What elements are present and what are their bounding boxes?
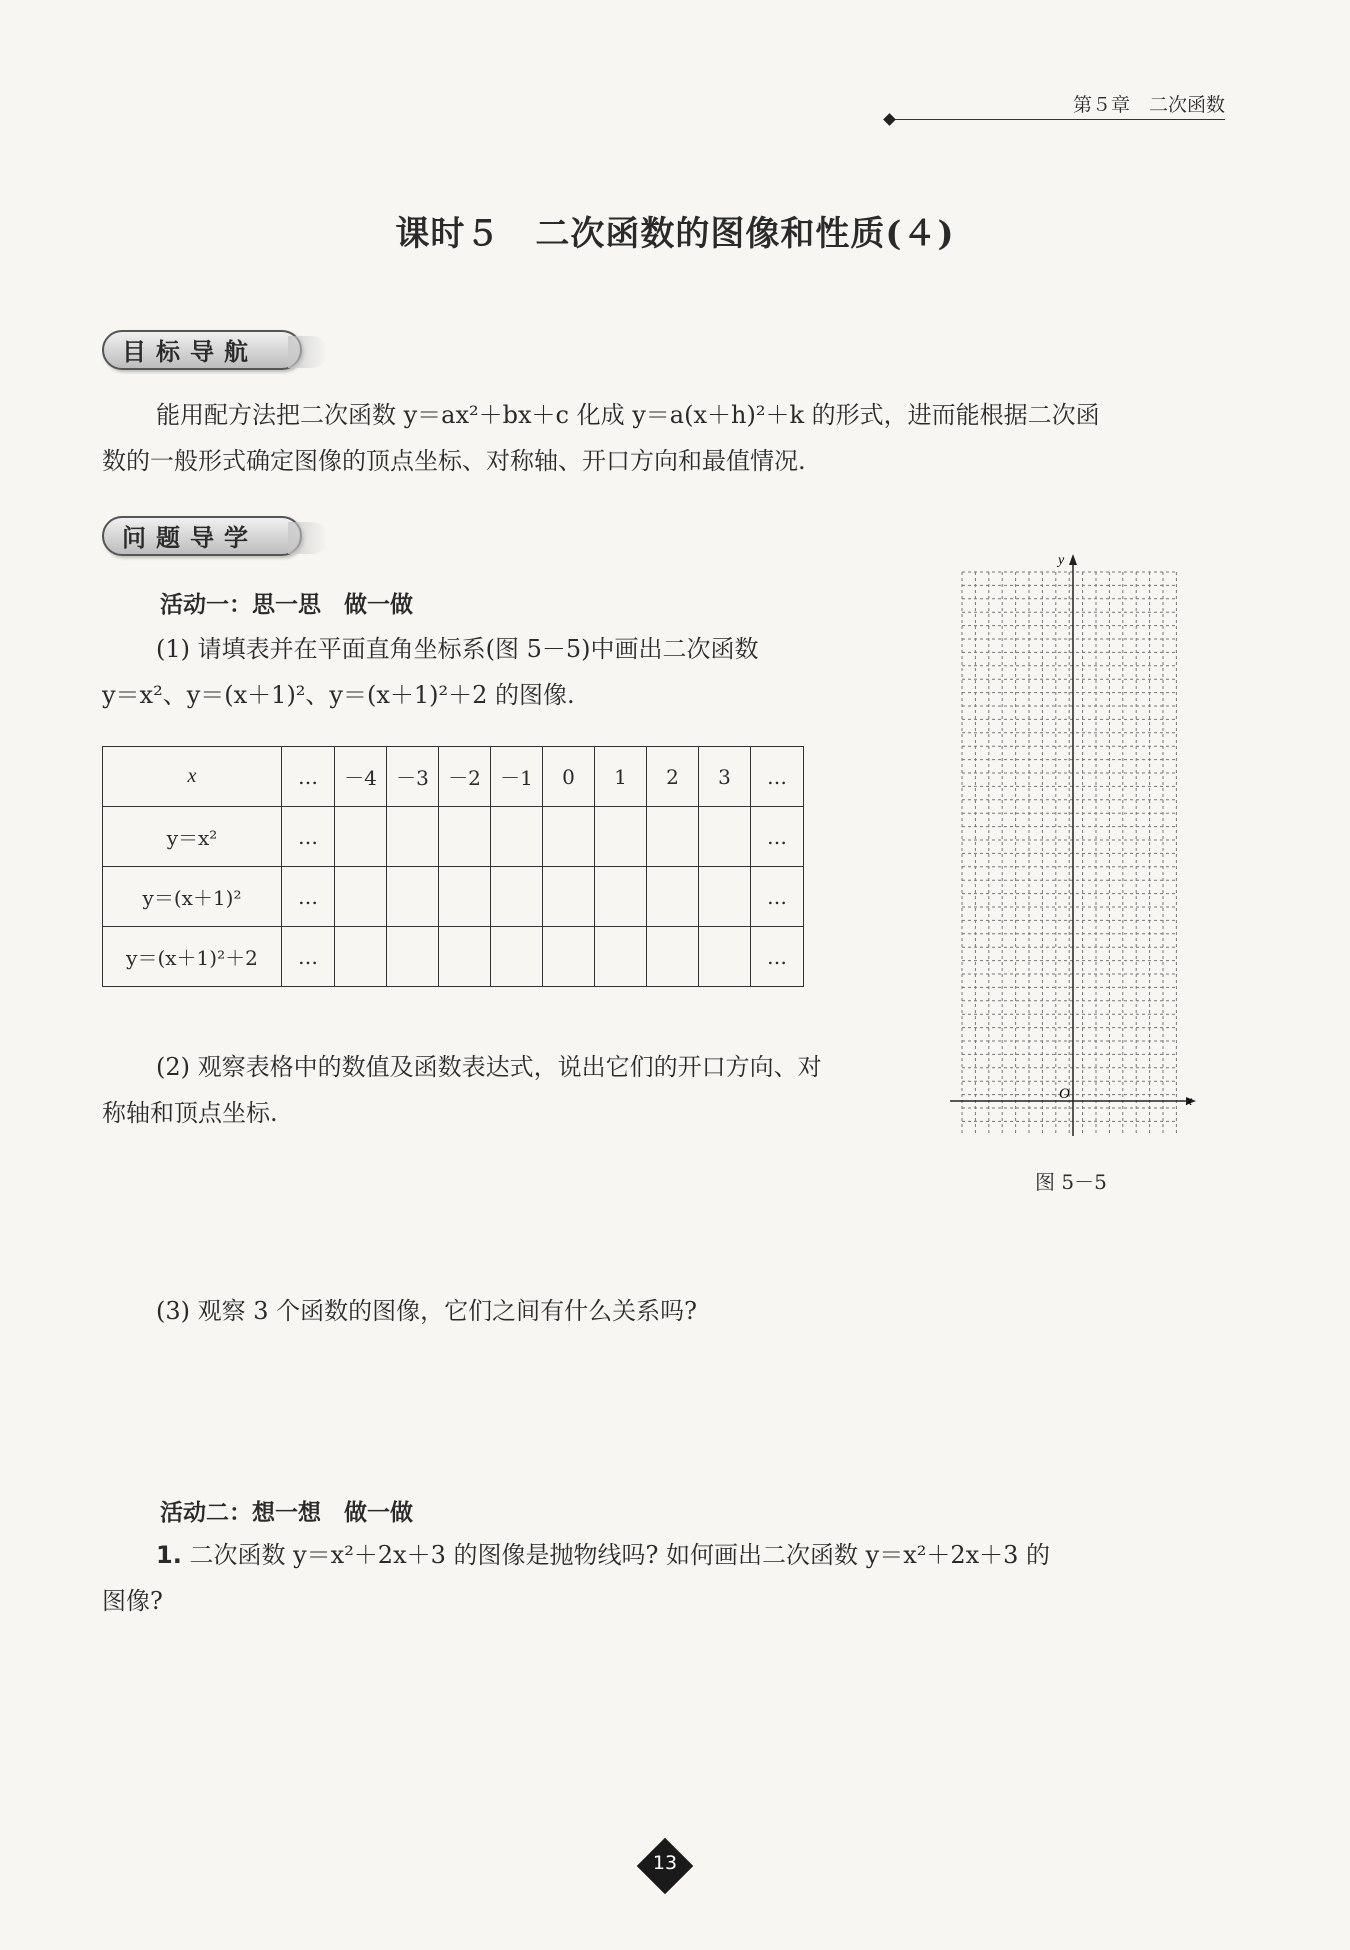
activity2-q1-line-1 xyxy=(102,1532,1232,1578)
table-row-func1 xyxy=(103,807,804,867)
table-cell-blank[interactable] xyxy=(699,927,751,987)
table-x-value: －2 xyxy=(439,747,491,807)
figure-caption: 图 5－5 xyxy=(1035,1170,1107,1194)
activity2-title: 活动二：想一想 做一做 xyxy=(160,1500,413,1526)
table-cell-blank[interactable] xyxy=(647,867,699,927)
table-cell-blank[interactable] xyxy=(491,927,543,987)
table-x-value: －1 xyxy=(491,747,543,807)
table-cell-blank[interactable] xyxy=(699,807,751,867)
header-rule xyxy=(890,119,1225,120)
x-axis-label: x xyxy=(1186,1094,1193,1109)
diamond-icon xyxy=(883,113,896,126)
table-cell-blank[interactable] xyxy=(439,867,491,927)
activity1-q2 xyxy=(102,1044,932,1136)
table-cell-blank[interactable] xyxy=(491,807,543,867)
goal-line-2: 数的一般形式确定图像的顶点坐标、对称轴、开口方向和最值情况. xyxy=(102,447,806,475)
table-cell-ellipsis: … xyxy=(282,807,335,867)
table-cell-blank[interactable] xyxy=(335,807,387,867)
table-row-label: y＝x² xyxy=(103,807,282,867)
page-number: 13 xyxy=(652,1852,678,1874)
chapter-header xyxy=(890,90,1225,126)
activity2-q1 xyxy=(102,1532,1232,1624)
table-cell-blank[interactable] xyxy=(595,807,647,867)
table-x-value: －4 xyxy=(335,747,387,807)
table-row-x xyxy=(103,747,804,807)
origin-label: O xyxy=(1059,1086,1070,1102)
grid-lines xyxy=(962,572,1176,1133)
table-x-value: 2 xyxy=(647,747,699,807)
table-cell-ellipsis: … xyxy=(751,747,804,807)
y-axis-arrow-icon xyxy=(1069,554,1077,565)
table-row-func2 xyxy=(103,867,804,927)
page-title: 课时５ 二次函数的图像和性质(４) xyxy=(395,214,955,254)
table-x-value: 0 xyxy=(543,747,595,807)
activity1-q1 xyxy=(102,626,932,718)
table-cell-blank[interactable] xyxy=(335,927,387,987)
table-row-label: y＝(x＋1)²＋2 xyxy=(103,927,282,987)
chapter-label: 第５章 二次函数 xyxy=(1072,94,1225,116)
q2-line-1: (2) 观察表格中的数值及函数表达式，说出它们的开口方向、对 xyxy=(156,1053,822,1081)
table-x-value: 3 xyxy=(699,747,751,807)
table-cell-blank[interactable] xyxy=(439,807,491,867)
y-axis-label: y xyxy=(1058,553,1065,568)
table-cell-blank[interactable] xyxy=(387,807,439,867)
section-tag-guide: 问题导学 xyxy=(102,516,302,556)
table-cell-blank[interactable] xyxy=(595,867,647,927)
goal-line-1: 能用配方法把二次函数 y＝ax²＋bx＋c 化成 y＝a(x＋h)²＋k 的形式，进而能根据二次函 xyxy=(156,401,1100,429)
section-tag-goal: 目标导航 xyxy=(102,330,302,370)
table-cell-ellipsis: … xyxy=(282,927,335,987)
goal-text xyxy=(102,392,1232,484)
activity1-q3: (3) 观察 3 个函数的图像，它们之间有什么关系吗? xyxy=(156,1297,698,1325)
table-cell-blank[interactable] xyxy=(543,927,595,987)
coordinate-grid-figure xyxy=(940,548,1200,1148)
table-x-value: 1 xyxy=(595,747,647,807)
table-x-value: －3 xyxy=(387,747,439,807)
value-table xyxy=(102,746,804,987)
table-cell-ellipsis: … xyxy=(751,867,804,927)
question-number: 1. xyxy=(156,1541,182,1569)
table-cell-blank[interactable] xyxy=(387,867,439,927)
table-cell-blank[interactable] xyxy=(543,807,595,867)
table-cell-blank[interactable] xyxy=(335,867,387,927)
table-cell-blank[interactable] xyxy=(699,867,751,927)
table-cell-blank[interactable] xyxy=(543,867,595,927)
table-cell-blank[interactable] xyxy=(595,927,647,987)
table-row-label: y＝(x＋1)² xyxy=(103,867,282,927)
table-cell-blank[interactable] xyxy=(491,867,543,927)
q2-line-2: 称轴和顶点坐标. xyxy=(102,1099,278,1127)
table-cell-ellipsis: … xyxy=(751,927,804,987)
activity2-q1-text: 二次函数 y＝x²＋2x＋3 的图像是抛物线吗? 如何画出二次函数 y＝x²＋2x＋3 的 xyxy=(189,1541,1051,1569)
table-cell-blank[interactable] xyxy=(387,927,439,987)
table-cell-ellipsis: … xyxy=(751,807,804,867)
table-cell-ellipsis: … xyxy=(282,747,335,807)
activity2-q1-line-2: 图像? xyxy=(102,1587,163,1615)
table-cell-ellipsis: … xyxy=(282,867,335,927)
q1-line-2: y＝x²、y＝(x＋1)²、y＝(x＋1)²＋2 的图像. xyxy=(102,681,575,709)
activity1-title: 活动一：思一思 做一做 xyxy=(160,592,413,618)
table-cell-blank[interactable] xyxy=(647,807,699,867)
table-cell-blank[interactable] xyxy=(647,927,699,987)
table-header-x: x xyxy=(103,747,282,807)
q1-line-1: (1) 请填表并在平面直角坐标系(图 5－5)中画出二次函数 xyxy=(156,635,759,663)
table-cell-blank[interactable] xyxy=(439,927,491,987)
coordinate-grid[interactable] xyxy=(940,548,1200,1148)
table-row-func3 xyxy=(103,927,804,987)
